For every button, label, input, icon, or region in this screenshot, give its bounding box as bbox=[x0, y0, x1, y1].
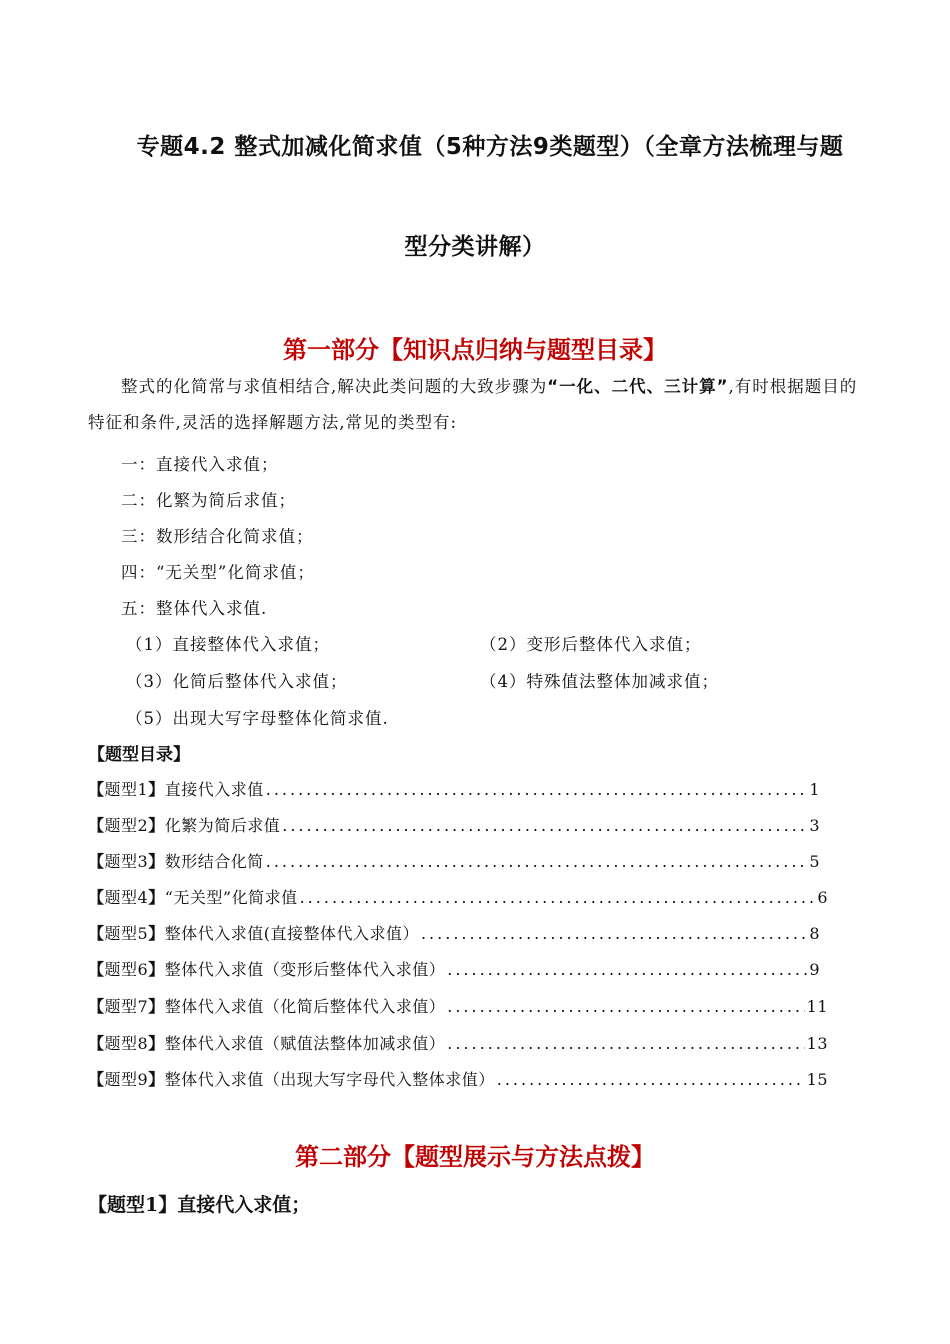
intro-steps-bold: “一化、二代、三计算” bbox=[547, 377, 729, 396]
toc-entry[interactable] bbox=[88, 885, 828, 908]
toc-bracket-open: 【 bbox=[88, 924, 105, 943]
toc-page-number: 15 bbox=[806, 1070, 828, 1089]
toc-leader bbox=[447, 1034, 804, 1053]
toc-entry[interactable] bbox=[88, 813, 820, 836]
toc-page-number: 8 bbox=[809, 924, 820, 943]
toc-entry[interactable] bbox=[88, 777, 820, 800]
toc-entry-label: 题型8 bbox=[104, 1034, 149, 1053]
toc-entry-label: 题型2 bbox=[104, 816, 149, 835]
toc-page-number: 9 bbox=[809, 960, 820, 979]
toc-leader bbox=[497, 1070, 805, 1089]
toc-bracket-close: 】 bbox=[148, 816, 165, 835]
toc-entry-text: 数形结合化简 bbox=[164, 852, 264, 871]
toc-bracket-close: 】 bbox=[148, 1070, 165, 1089]
toc-page-number: 11 bbox=[806, 997, 828, 1016]
toc-bracket-close: 】 bbox=[148, 888, 165, 907]
intro-text-after: ,有时根据题目的特征和条件,灵活的选择解题方法,常见的类型有: bbox=[88, 377, 858, 432]
toc-bracket-close: 】 bbox=[148, 924, 165, 943]
toc-bracket-close: 】 bbox=[148, 780, 165, 799]
toc-entry[interactable] bbox=[88, 1067, 828, 1090]
toc-bracket-open: 【 bbox=[88, 1070, 105, 1089]
sub-method-item: （1）直接整体代入求值； bbox=[126, 635, 330, 654]
toc-leader bbox=[447, 997, 804, 1016]
toc-page-number: 3 bbox=[809, 816, 820, 835]
toc-bracket-open: 【 bbox=[88, 997, 105, 1016]
toc-entry[interactable] bbox=[88, 921, 820, 944]
toc-entry-label: 题型6 bbox=[104, 960, 149, 979]
toc-leader bbox=[282, 816, 807, 835]
method-item: 二：化繁为简后求值； bbox=[121, 491, 296, 510]
toc-bracket-close: 】 bbox=[148, 997, 165, 1016]
document-title-line-1: 专题4.2 整式加减化简求值（5种方法9类题型）（全章方法梳理与题 bbox=[136, 134, 844, 160]
toc-leader bbox=[421, 924, 807, 943]
toc-entry-text: 整体代入求值（赋值法整体加减求值） bbox=[164, 1034, 446, 1053]
toc-entry-label: 题型9 bbox=[104, 1070, 149, 1089]
method-item: 四：“无关型”化简求值； bbox=[121, 563, 315, 582]
toc-leader bbox=[266, 852, 808, 871]
toc-entry[interactable] bbox=[88, 1031, 828, 1054]
toc-entry-label: 题型3 bbox=[104, 852, 149, 871]
toc-entry-text: 整体代入求值（出现大写字母代入整体求值） bbox=[164, 1070, 495, 1089]
toc-entry-label: 题型1 bbox=[104, 780, 149, 799]
part2-heading: 第二部分【题型展示与方法点拨】 bbox=[295, 1142, 655, 1171]
sub-method-item: （4）特殊值法整体加减求值； bbox=[480, 672, 719, 691]
type1-heading: 【题型1】直接代入求值； bbox=[88, 1194, 311, 1216]
toc-bracket-open: 【 bbox=[88, 1034, 105, 1053]
document-title-line-2: 型分类讲解） bbox=[404, 234, 546, 260]
toc-bracket-open: 【 bbox=[88, 780, 105, 799]
toc-entry-label: 题型5 bbox=[104, 924, 149, 943]
toc-entry-text: 直接代入求值 bbox=[164, 780, 264, 799]
method-item: 五：整体代入求值. bbox=[121, 599, 268, 618]
toc-page-number: 5 bbox=[809, 852, 820, 871]
toc-entry-text: 整体代入求值（变形后整体代入求值） bbox=[164, 960, 446, 979]
toc-entry[interactable] bbox=[88, 994, 828, 1017]
sub-method-item: （3）化简后整体代入求值； bbox=[126, 672, 348, 691]
toc-heading: 【题型目录】 bbox=[88, 745, 190, 765]
toc-entry-text: 整体代入求值(直接整体代入求值） bbox=[164, 924, 419, 943]
method-item: 三：数形结合化简求值； bbox=[121, 527, 314, 546]
toc-entry[interactable] bbox=[88, 849, 820, 872]
toc-bracket-close: 】 bbox=[148, 960, 165, 979]
toc-leader bbox=[266, 780, 808, 799]
toc-leader bbox=[447, 960, 807, 979]
toc-bracket-open: 【 bbox=[88, 960, 105, 979]
part1-heading: 第一部分【知识点归纳与题型目录】 bbox=[283, 335, 667, 364]
toc-page-number: 6 bbox=[817, 888, 828, 907]
sub-method-item: （2）变形后整体代入求值； bbox=[480, 635, 702, 654]
toc-entry[interactable] bbox=[88, 957, 820, 980]
sub-method-item: （5）出现大写字母整体化简求值. bbox=[126, 709, 389, 728]
toc-entry-text: 化繁为简后求值 bbox=[164, 816, 281, 835]
toc-bracket-close: 】 bbox=[148, 852, 165, 871]
toc-page-number: 1 bbox=[809, 780, 820, 799]
toc-page-number: 13 bbox=[806, 1034, 828, 1053]
toc-bracket-open: 【 bbox=[88, 816, 105, 835]
toc-bracket-close: 】 bbox=[148, 1034, 165, 1053]
toc-leader bbox=[300, 888, 816, 907]
intro-text-before: 整式的化简常与求值相结合,解决此类问题的大致步骤为 bbox=[121, 377, 548, 396]
toc-bracket-open: 【 bbox=[88, 852, 105, 871]
toc-entry-label: 题型7 bbox=[104, 997, 149, 1016]
toc-entry-text: “无关型”化简求值 bbox=[164, 888, 298, 907]
toc-entry-label: 题型4 bbox=[104, 888, 149, 907]
toc-entry-text: 整体代入求值（化简后整体代入求值） bbox=[164, 997, 446, 1016]
method-item: 一：直接代入求值； bbox=[121, 455, 279, 474]
toc-bracket-open: 【 bbox=[88, 888, 105, 907]
intro-paragraph bbox=[88, 369, 868, 441]
